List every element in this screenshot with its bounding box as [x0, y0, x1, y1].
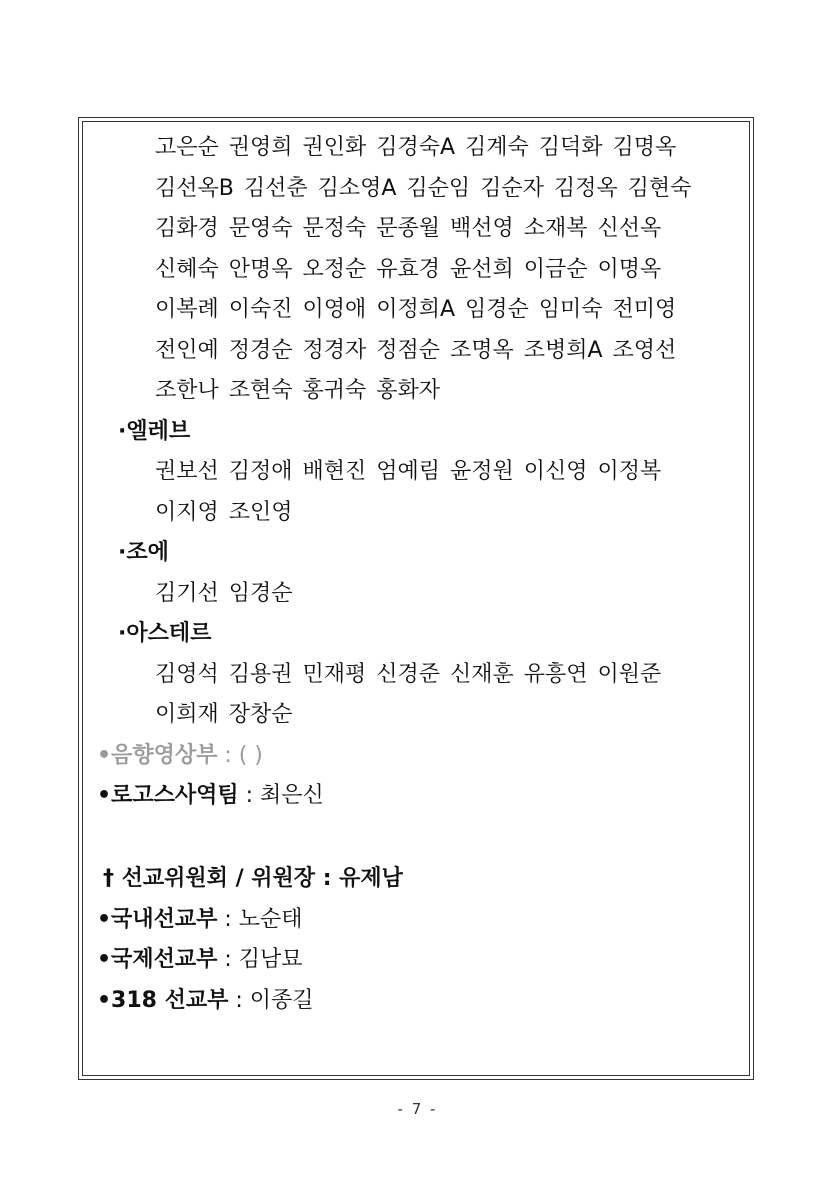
group-heading-elev: ·엘레브 [118, 418, 191, 444]
role-audio-video-dept [97, 736, 737, 777]
name-line: 김화경 문영숙 문정숙 문종월 백선영 소재복 신선옥 [155, 216, 662, 241]
committee-heading: † 선교위원회 / 위원장 : 유제남 [103, 866, 403, 891]
name-line: 권보선 김정애 배현진 엄예림 윤정원 이신영 이정복 [155, 459, 662, 484]
role-value: : 김남묘 [217, 947, 303, 972]
role-label: •국내선교부 [97, 906, 218, 932]
name-line: 김영석 김용권 민재평 신경준 신재훈 유흥연 이원준 [155, 661, 662, 687]
name-line: 이지영 조인영 [155, 499, 293, 525]
group-names-zoe [155, 574, 737, 615]
role-value: : 최은신 [238, 783, 324, 808]
role-318-mission-dept [97, 981, 737, 1022]
name-line: 고은순 권영희 권인화 김경숙A 김계숙 김덕화 김명옥 [155, 135, 677, 160]
role-domestic-mission-dept [97, 900, 737, 941]
name-line: 이희재 장창순 [155, 702, 293, 727]
name-line: 김기선 임경순 [155, 580, 293, 606]
page-number: - 7 - [397, 1100, 438, 1118]
name-line: 김선옥B 김선춘 김소영A 김순임 김순자 김정옥 김현숙 [155, 175, 692, 201]
group-names-elev [155, 452, 737, 533]
main-group-names [155, 128, 737, 412]
group-heading-aster: ·아스테르 [118, 621, 212, 646]
name-line: 이복례 이숙진 이영애 이정희A 임경순 임미숙 전미영 [155, 297, 677, 322]
role-value: : 이종길 [228, 987, 314, 1013]
section-spacer [97, 817, 737, 858]
role-label: •로고스사역팀 [97, 783, 239, 808]
name-line: 신혜숙 안명옥 오정순 유효경 윤선희 이금순 이명옥 [155, 256, 662, 282]
role-label: •318 선교부 [97, 987, 229, 1013]
document-content [97, 128, 737, 1021]
role-value: : 노순태 [217, 906, 303, 932]
role-label: •국제선교부 [97, 947, 218, 972]
role-label: •음향영상부 [97, 742, 218, 768]
role-international-mission-dept [97, 940, 737, 981]
name-line: 전인예 정경순 정경자 정점순 조명옥 조병희A 조영선 [155, 337, 677, 363]
group-names-aster [155, 655, 737, 736]
name-line: 조한나 조현숙 홍귀숙 홍화자 [155, 378, 441, 403]
role-value: : ( ) [217, 742, 263, 768]
role-logos-ministry-team [97, 776, 737, 817]
group-heading-zoe: ·조에 [118, 540, 169, 565]
